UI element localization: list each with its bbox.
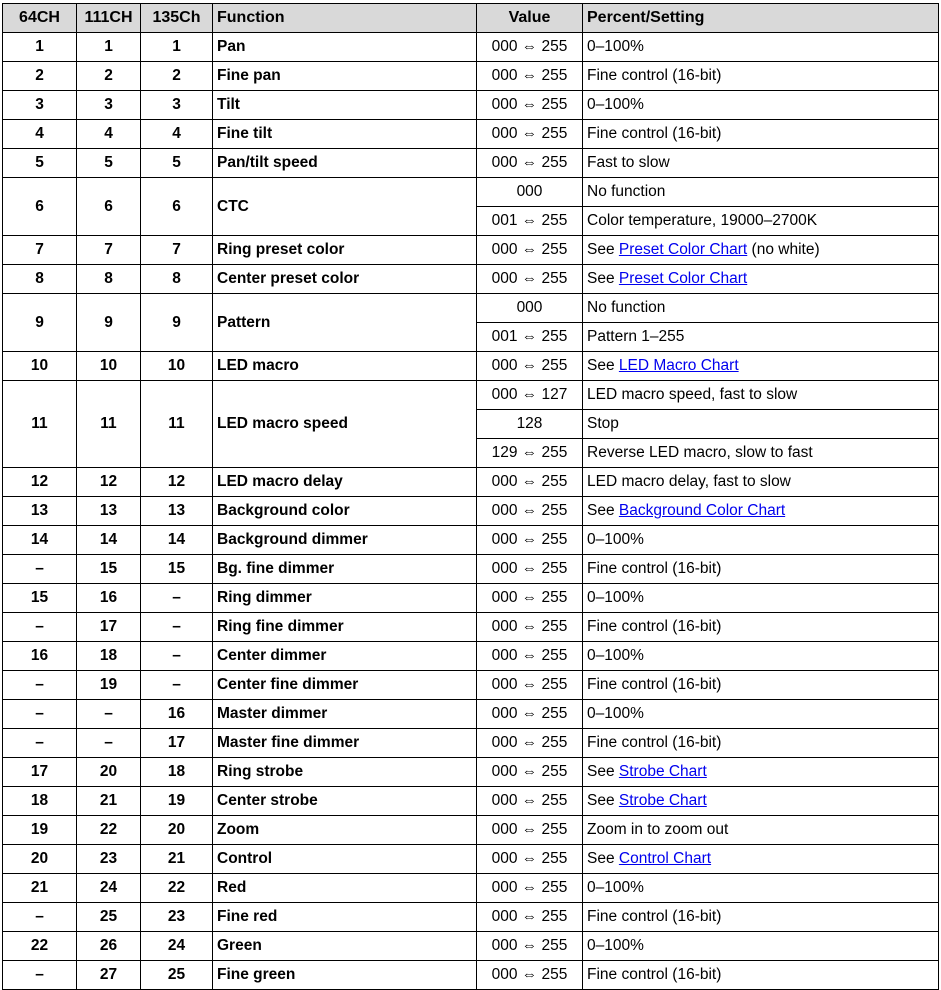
table-row [3, 526, 939, 555]
value-cell: 000 ⇔ 255 [477, 526, 583, 555]
setting-text: No function [587, 299, 666, 316]
channel-cell-ch64: 3 [3, 91, 77, 120]
function-cell: Zoom [213, 816, 477, 845]
setting-text: Reverse LED macro, slow to fast [587, 444, 813, 461]
setting-cell [583, 497, 939, 526]
setting-cell [583, 439, 939, 468]
channel-cell-ch135: 12 [141, 468, 213, 497]
table-row [3, 178, 939, 207]
table-row [3, 33, 939, 62]
setting-cell [583, 33, 939, 62]
channel-cell-ch111: 3 [77, 91, 141, 120]
value-cell: 000 ⇔ 255 [477, 584, 583, 613]
value-cell: 000 ⇔ 255 [477, 787, 583, 816]
dmx-channel-table [2, 3, 939, 990]
channel-cell-ch111: 26 [77, 932, 141, 961]
table-row [3, 120, 939, 149]
channel-cell-ch111: 5 [77, 149, 141, 178]
setting-text: Fine control (16-bit) [587, 676, 722, 693]
setting-text: LED macro delay, fast to slow [587, 473, 791, 490]
channel-cell-ch111: 19 [77, 671, 141, 700]
setting-text: Fine control (16-bit) [587, 908, 722, 925]
channel-cell-ch64: 5 [3, 149, 77, 178]
table-row [3, 729, 939, 758]
chart-link[interactable]: Control Chart [618, 850, 712, 867]
setting-text: See [587, 792, 619, 809]
channel-cell-ch111: 6 [77, 178, 141, 236]
table-row [3, 758, 939, 787]
channel-cell-ch111: 27 [77, 961, 141, 990]
table-row [3, 671, 939, 700]
setting-text: Zoom in to zoom out [587, 821, 729, 838]
channel-cell-ch64: 6 [3, 178, 77, 236]
channel-cell-ch64: 11 [3, 381, 77, 468]
function-cell: Ring strobe [213, 758, 477, 787]
setting-cell [583, 468, 939, 497]
chart-link[interactable]: Strobe Chart [618, 792, 707, 809]
value-cell: 000 ⇔ 255 [477, 845, 583, 874]
setting-text: See [587, 357, 619, 374]
channel-cell-ch135: 5 [141, 149, 213, 178]
setting-cell [583, 816, 939, 845]
function-cell: Ring fine dimmer [213, 613, 477, 642]
value-cell: 000 ⇔ 255 [477, 671, 583, 700]
setting-text: See [587, 850, 619, 867]
chart-link[interactable]: Strobe Chart [618, 763, 707, 780]
channel-cell-ch64: – [3, 555, 77, 584]
function-cell: Fine pan [213, 62, 477, 91]
channel-cell-ch135: – [141, 613, 213, 642]
channel-cell-ch135: – [141, 671, 213, 700]
setting-text: 0–100% [587, 38, 644, 55]
setting-cell [583, 845, 939, 874]
function-cell: Ring dimmer [213, 584, 477, 613]
channel-cell-ch111: – [77, 729, 141, 758]
channel-cell-ch135: 15 [141, 555, 213, 584]
table-row [3, 932, 939, 961]
setting-text: 0–100% [587, 96, 644, 113]
function-cell: Center preset color [213, 265, 477, 294]
function-cell: Bg. fine dimmer [213, 555, 477, 584]
table-row [3, 874, 939, 903]
setting-text: See [587, 502, 619, 519]
setting-cell [583, 149, 939, 178]
channel-cell-ch111: 25 [77, 903, 141, 932]
channel-cell-ch64: 18 [3, 787, 77, 816]
value-cell: 000 ⇔ 255 [477, 700, 583, 729]
channel-cell-ch111: 18 [77, 642, 141, 671]
header-cell-setting: Percent/Setting [583, 4, 939, 33]
channel-cell-ch135: 9 [141, 294, 213, 352]
setting-cell [583, 62, 939, 91]
channel-cell-ch64: 7 [3, 236, 77, 265]
table-row [3, 845, 939, 874]
setting-cell [583, 729, 939, 758]
value-cell: 001 ⇔ 255 [477, 207, 583, 236]
channel-cell-ch64: 17 [3, 758, 77, 787]
value-cell: 000 ⇔ 255 [477, 497, 583, 526]
setting-cell [583, 381, 939, 410]
channel-cell-ch135: 18 [141, 758, 213, 787]
channel-cell-ch111: 4 [77, 120, 141, 149]
channel-cell-ch64: – [3, 671, 77, 700]
header-cell-ch64: 64CH [3, 4, 77, 33]
table-row [3, 584, 939, 613]
function-cell: Center strobe [213, 787, 477, 816]
value-cell: 000 ⇔ 255 [477, 874, 583, 903]
function-cell: LED macro [213, 352, 477, 381]
function-cell: Red [213, 874, 477, 903]
channel-cell-ch111: 12 [77, 468, 141, 497]
setting-text: Color temperature, 19000–2700K [587, 212, 818, 229]
chart-link[interactable]: Preset Color Chart [618, 241, 748, 258]
table-row [3, 613, 939, 642]
setting-cell [583, 410, 939, 439]
function-cell: Center fine dimmer [213, 671, 477, 700]
setting-cell [583, 932, 939, 961]
setting-cell [583, 352, 939, 381]
setting-cell [583, 207, 939, 236]
value-cell: 000 ⇔ 255 [477, 729, 583, 758]
value-cell: 000 ⇔ 255 [477, 265, 583, 294]
channel-cell-ch135: 7 [141, 236, 213, 265]
setting-cell [583, 236, 939, 265]
channel-cell-ch64: 19 [3, 816, 77, 845]
value-cell: 000 ⇔ 255 [477, 961, 583, 990]
function-cell: Green [213, 932, 477, 961]
setting-text: (no white) [747, 241, 820, 258]
setting-cell [583, 555, 939, 584]
channel-cell-ch64: 12 [3, 468, 77, 497]
channel-cell-ch135: 1 [141, 33, 213, 62]
channel-cell-ch111: 10 [77, 352, 141, 381]
channel-cell-ch111: 14 [77, 526, 141, 555]
channel-cell-ch135: 13 [141, 497, 213, 526]
channel-cell-ch135: 10 [141, 352, 213, 381]
channel-cell-ch135: 2 [141, 62, 213, 91]
value-cell: 000 ⇔ 255 [477, 236, 583, 265]
function-cell: Pan/tilt speed [213, 149, 477, 178]
value-cell: 000 ⇔ 255 [477, 149, 583, 178]
setting-text: Fine control (16-bit) [587, 125, 722, 142]
setting-text: Fast to slow [587, 154, 670, 171]
setting-cell [583, 91, 939, 120]
channel-cell-ch64: 10 [3, 352, 77, 381]
channel-cell-ch135: 24 [141, 932, 213, 961]
value-cell: 000 ⇔ 255 [477, 932, 583, 961]
channel-cell-ch111: 8 [77, 265, 141, 294]
setting-text: Fine control (16-bit) [587, 560, 722, 577]
channel-cell-ch135: – [141, 584, 213, 613]
value-cell: 000 ⇔ 255 [477, 91, 583, 120]
channel-cell-ch64: – [3, 903, 77, 932]
setting-cell [583, 294, 939, 323]
function-cell: Master dimmer [213, 700, 477, 729]
function-cell: Master fine dimmer [213, 729, 477, 758]
channel-cell-ch135: – [141, 642, 213, 671]
value-cell: 000 ⇔ 255 [477, 468, 583, 497]
channel-cell-ch111: 24 [77, 874, 141, 903]
channel-cell-ch111: 2 [77, 62, 141, 91]
value-cell: 001 ⇔ 255 [477, 323, 583, 352]
value-cell: 000 ⇔ 255 [477, 816, 583, 845]
table-row [3, 381, 939, 410]
function-cell: Control [213, 845, 477, 874]
channel-cell-ch135: 14 [141, 526, 213, 555]
channel-cell-ch135: 21 [141, 845, 213, 874]
channel-cell-ch64: 4 [3, 120, 77, 149]
table-row [3, 787, 939, 816]
table-row [3, 555, 939, 584]
channel-cell-ch64: 1 [3, 33, 77, 62]
setting-cell [583, 758, 939, 787]
setting-cell [583, 613, 939, 642]
function-cell: Pan [213, 33, 477, 62]
channel-cell-ch111: 23 [77, 845, 141, 874]
channel-cell-ch135: 11 [141, 381, 213, 468]
function-cell: Fine green [213, 961, 477, 990]
value-cell: 129 ⇔ 255 [477, 439, 583, 468]
setting-cell [583, 265, 939, 294]
chart-link[interactable]: Background Color Chart [618, 502, 786, 519]
table-row [3, 294, 939, 323]
channel-cell-ch111: 17 [77, 613, 141, 642]
channel-cell-ch64: 21 [3, 874, 77, 903]
channel-cell-ch64: 15 [3, 584, 77, 613]
function-cell: Center dimmer [213, 642, 477, 671]
channel-cell-ch111: 13 [77, 497, 141, 526]
channel-cell-ch111: 21 [77, 787, 141, 816]
table-row [3, 62, 939, 91]
value-cell: 000 ⇔ 255 [477, 33, 583, 62]
value-cell: 000 ⇔ 255 [477, 758, 583, 787]
channel-cell-ch64: 22 [3, 932, 77, 961]
setting-cell [583, 671, 939, 700]
chart-link[interactable]: LED Macro Chart [618, 357, 739, 374]
setting-text: No function [587, 183, 666, 200]
channel-cell-ch64: 13 [3, 497, 77, 526]
setting-text: LED macro speed, fast to slow [587, 386, 798, 403]
setting-cell [583, 874, 939, 903]
channel-cell-ch111: 15 [77, 555, 141, 584]
channel-cell-ch111: 11 [77, 381, 141, 468]
channel-cell-ch64: – [3, 961, 77, 990]
channel-cell-ch135: 20 [141, 816, 213, 845]
function-cell: Fine red [213, 903, 477, 932]
channel-cell-ch135: 19 [141, 787, 213, 816]
table-row [3, 700, 939, 729]
table-row [3, 642, 939, 671]
chart-link[interactable]: Preset Color Chart [618, 270, 748, 287]
table-row [3, 497, 939, 526]
channel-cell-ch64: 14 [3, 526, 77, 555]
table-row [3, 816, 939, 845]
table-row [3, 91, 939, 120]
header-cell-ch111: 111CH [77, 4, 141, 33]
channel-cell-ch135: 8 [141, 265, 213, 294]
table-row [3, 961, 939, 990]
setting-text: See [587, 241, 619, 258]
channel-cell-ch111: 1 [77, 33, 141, 62]
channel-cell-ch111: 7 [77, 236, 141, 265]
channel-cell-ch64: 2 [3, 62, 77, 91]
header-cell-value: Value [477, 4, 583, 33]
value-cell: 000 ⇔ 255 [477, 613, 583, 642]
channel-cell-ch111: 20 [77, 758, 141, 787]
setting-text: Stop [587, 415, 619, 432]
channel-cell-ch111: 9 [77, 294, 141, 352]
setting-cell [583, 323, 939, 352]
channel-cell-ch135: 16 [141, 700, 213, 729]
channel-cell-ch135: 22 [141, 874, 213, 903]
setting-cell [583, 178, 939, 207]
function-cell: Background dimmer [213, 526, 477, 555]
function-cell: Background color [213, 497, 477, 526]
setting-text: 0–100% [587, 589, 644, 606]
setting-text: Pattern 1–255 [587, 328, 685, 345]
setting-cell [583, 787, 939, 816]
channel-cell-ch111: – [77, 700, 141, 729]
setting-text: Fine control (16-bit) [587, 734, 722, 751]
value-cell: 000 ⇔ 255 [477, 62, 583, 91]
setting-text: 0–100% [587, 705, 644, 722]
value-cell: 000 ⇔ 127 [477, 381, 583, 410]
function-cell: Pattern [213, 294, 477, 352]
table-row [3, 903, 939, 932]
value-cell: 000 ⇔ 255 [477, 903, 583, 932]
header-cell-ch135: 135Ch [141, 4, 213, 33]
table-row [3, 265, 939, 294]
setting-text: See [587, 763, 619, 780]
value-cell: 000 [477, 294, 583, 323]
table-header-row [3, 4, 939, 33]
function-cell: LED macro speed [213, 381, 477, 468]
setting-cell [583, 961, 939, 990]
channel-cell-ch135: 3 [141, 91, 213, 120]
channel-cell-ch111: 22 [77, 816, 141, 845]
setting-text: 0–100% [587, 647, 644, 664]
setting-text: Fine control (16-bit) [587, 966, 722, 983]
setting-text: Fine control (16-bit) [587, 67, 722, 84]
function-cell: Tilt [213, 91, 477, 120]
setting-text: See [587, 270, 619, 287]
channel-cell-ch111: 16 [77, 584, 141, 613]
setting-cell [583, 700, 939, 729]
setting-cell [583, 120, 939, 149]
setting-text: 0–100% [587, 937, 644, 954]
table-row [3, 236, 939, 265]
table-row [3, 468, 939, 497]
value-cell: 000 ⇔ 255 [477, 352, 583, 381]
setting-cell [583, 642, 939, 671]
setting-text: Fine control (16-bit) [587, 618, 722, 635]
function-cell: CTC [213, 178, 477, 236]
channel-cell-ch64: – [3, 729, 77, 758]
table-row [3, 149, 939, 178]
value-cell: 000 ⇔ 255 [477, 642, 583, 671]
channel-cell-ch135: 17 [141, 729, 213, 758]
channel-cell-ch135: 23 [141, 903, 213, 932]
channel-cell-ch64: 20 [3, 845, 77, 874]
channel-cell-ch64: – [3, 613, 77, 642]
value-cell: 000 ⇔ 255 [477, 120, 583, 149]
channel-cell-ch64: – [3, 700, 77, 729]
function-cell: Ring preset color [213, 236, 477, 265]
header-cell-function: Function [213, 4, 477, 33]
setting-cell [583, 903, 939, 932]
setting-text: 0–100% [587, 531, 644, 548]
channel-cell-ch64: 9 [3, 294, 77, 352]
channel-cell-ch64: 8 [3, 265, 77, 294]
function-cell: LED macro delay [213, 468, 477, 497]
channel-cell-ch135: 4 [141, 120, 213, 149]
setting-cell [583, 584, 939, 613]
value-cell: 000 ⇔ 255 [477, 555, 583, 584]
setting-cell [583, 526, 939, 555]
channel-cell-ch64: 16 [3, 642, 77, 671]
channel-cell-ch135: 25 [141, 961, 213, 990]
setting-text: 0–100% [587, 879, 644, 896]
function-cell: Fine tilt [213, 120, 477, 149]
channel-cell-ch135: 6 [141, 178, 213, 236]
table-row [3, 352, 939, 381]
value-cell: 128 [477, 410, 583, 439]
value-cell: 000 [477, 178, 583, 207]
